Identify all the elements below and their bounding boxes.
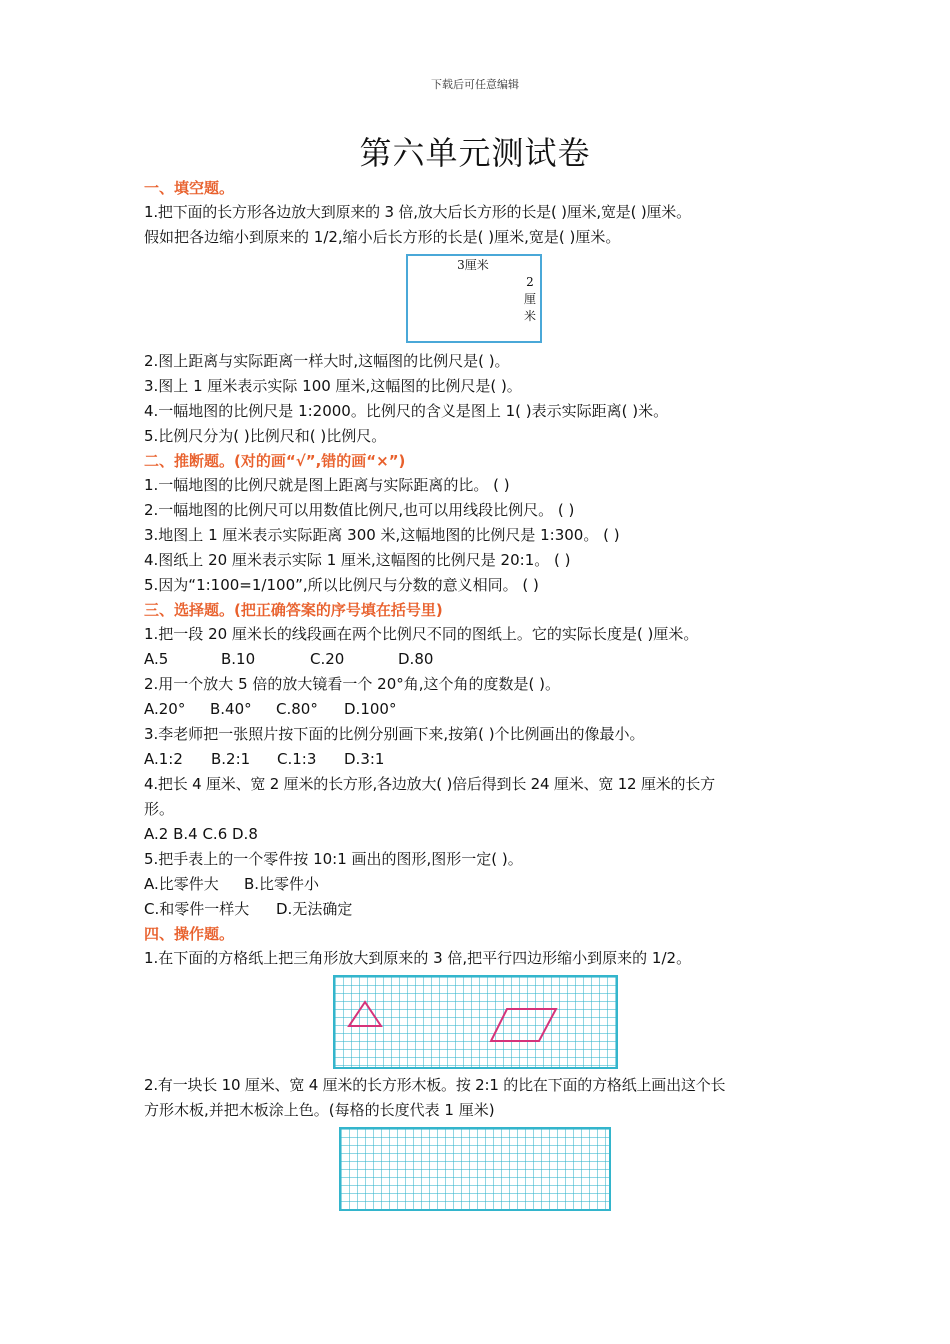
option: D.无法确定 <box>276 900 353 918</box>
choice-question-4-line-2: 形。 <box>144 800 175 818</box>
section-judgment-heading: 二、推断题。(对的画“√”,错的画“×”) <box>144 452 406 470</box>
option: D.100° <box>344 700 397 718</box>
rectangle-figure <box>406 254 542 343</box>
option: C.80° <box>276 700 318 718</box>
section-operation-heading: 四、操作题。 <box>144 925 235 943</box>
judgment-question-1: 1.一幅地图的比例尺就是图上距离与实际距离的比。 ( ) <box>144 476 510 494</box>
option: C.和零件一样大 <box>144 900 250 918</box>
option: A.5 <box>144 650 169 668</box>
section-choice-heading: 三、选择题。(把正确答案的序号填在括号里) <box>144 601 443 619</box>
option: A.1:2 <box>144 750 183 768</box>
option: D.80 <box>398 650 434 668</box>
operation-question-2-line-2: 方形木板,并把木板涂上色。(每格的长度代表 1 厘米) <box>144 1101 495 1119</box>
width-label-char: 2 <box>526 275 534 289</box>
judgment-question-2: 2.一幅地图的比例尺可以用数值比例尺,也可以用线段比例尺。 ( ) <box>144 501 575 519</box>
choice-question-4-options: A.2 B.4 C.6 D.8 <box>144 825 258 843</box>
parallelogram-shape <box>491 1009 556 1041</box>
choice-question-5-options-row-1 <box>144 872 814 897</box>
option: C.20 <box>310 650 345 668</box>
choice-question-5: 5.把手表上的一个零件按 10:1 画出的图形,图形一定( )。 <box>144 850 523 868</box>
rectangle-length-label: 3厘米 <box>457 258 489 272</box>
judgment-question-3: 3.地图上 1 厘米表示实际距离 300 米,这幅地图的比例尺是 1:300。 ( ) <box>144 526 620 544</box>
section-fill-in-heading: 一、填空题。 <box>144 179 235 197</box>
choice-question-1-options <box>144 647 814 672</box>
triangle-shape <box>349 1002 381 1026</box>
choice-question-4-line-1: 4.把长 4 厘米、宽 2 厘米的长方形,各边放大( )倍后得到长 24 厘米、宽 12 厘米的长方 <box>144 775 715 793</box>
grid-paper-shapes[interactable] <box>333 975 618 1069</box>
choice-question-2: 2.用一个放大 5 倍的放大镜看一个 20°角,这个角的度数是( )。 <box>144 675 560 693</box>
judgment-question-4: 4.图纸上 20 厘米表示实际 1 厘米,这幅图的比例尺是 20:1。 ( ) <box>144 551 571 569</box>
option: A.20° <box>144 700 186 718</box>
fill-question-5: 5.比例尺分为( )比例尺和( )比例尺。 <box>144 427 387 445</box>
option: C.1:3 <box>277 750 317 768</box>
choice-question-3: 3.李老师把一张照片按下面的比例分别画下来,按第( )个比例画出的像最小。 <box>144 725 645 743</box>
shapes-drawing <box>335 977 616 1067</box>
fill-question-3: 3.图上 1 厘米表示实际 100 厘米,这幅图的比例尺是( )。 <box>144 377 522 395</box>
fill-question-1-line-1: 1.把下面的长方形各边放大到原来的 3 倍,放大后长方形的长是( )厘米,宽是( )厘米。 <box>144 203 691 221</box>
operation-question-1: 1.在下面的方格纸上把三角形放大到原来的 3 倍,把平行四边形缩小到原来的 1/2。 <box>144 949 692 967</box>
header-note: 下载后可任意编辑 <box>431 78 519 91</box>
option: A.比零件大 <box>144 875 219 893</box>
rectangle-width-label <box>523 274 537 325</box>
choice-question-3-options <box>144 747 814 772</box>
worksheet-content <box>144 176 814 1211</box>
option: B.比零件小 <box>244 875 320 893</box>
choice-question-5-options-row-2 <box>144 897 814 922</box>
width-label-char: 米 <box>523 309 536 323</box>
page-title: 第六单元测试卷 <box>359 134 591 172</box>
width-label-char: 厘 <box>523 292 536 306</box>
choice-question-2-options <box>144 697 814 722</box>
fill-question-4: 4.一幅地图的比例尺是 1:2000。比例尺的含义是图上 1( )表示实际距离( )米。 <box>144 402 669 420</box>
fill-question-1-line-2: 假如把各边缩小到原来的 1/2,缩小后长方形的长是( )厘米,宽是( )厘米。 <box>144 228 621 246</box>
fill-question-2: 2.图上距离与实际距离一样大时,这幅图的比例尺是( )。 <box>144 352 510 370</box>
judgment-question-5: 5.因为“1:100=1/100”,所以比例尺与分数的意义相同。 ( ) <box>144 576 539 594</box>
operation-question-2-line-1: 2.有一块长 10 厘米、宽 4 厘米的长方形木板。按 2:1 的比在下面的方格纸上画出这个长 <box>144 1076 726 1094</box>
grid-paper-blank[interactable] <box>339 1127 611 1211</box>
option: B.40° <box>210 700 252 718</box>
option: B.10 <box>221 650 256 668</box>
choice-question-1: 1.把一段 20 厘米长的线段画在两个比例尺不同的图纸上。它的实际长度是( )厘米。 <box>144 625 699 643</box>
option: B.2:1 <box>211 750 251 768</box>
option: D.3:1 <box>344 750 385 768</box>
